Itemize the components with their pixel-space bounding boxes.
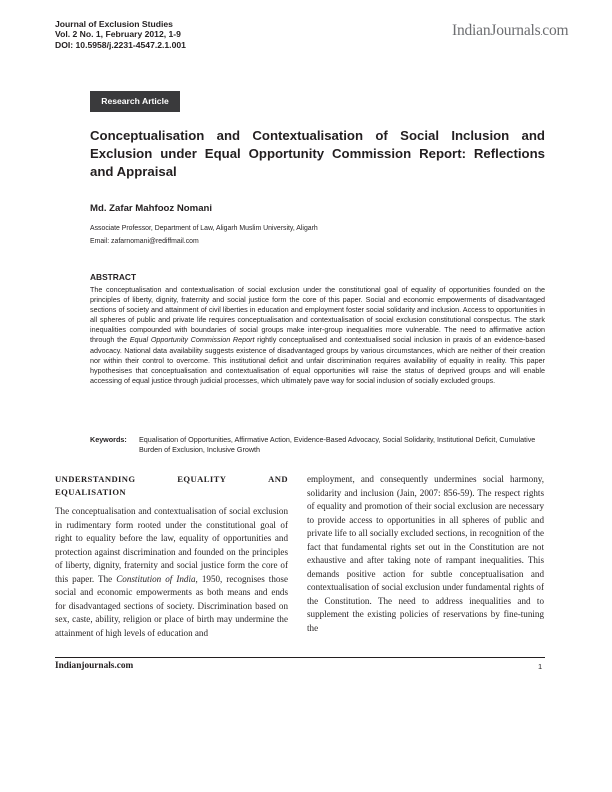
page-number: 1 — [538, 662, 543, 671]
journal-header — [55, 19, 186, 50]
author-email: Email: zafarnomani@rediffmail.com — [90, 238, 199, 245]
section-heading — [55, 473, 288, 498]
logo-text-b: com — [542, 22, 569, 39]
col1-text-italic: Constitution of India — [116, 573, 196, 584]
publisher-logo — [452, 22, 568, 40]
col1-text-a: The conceptualisation and contextualisation of social exclusion in rudimentary form rooted under the constitutional goal of right to equality before the law, equality of opportunities and protection against discrimination and founded on the principles of liberty, dignity, fraternity and social justice form the core of this paper. The — [55, 506, 288, 584]
abstract-text-1: The conceptualisation and contextualisation of social exclusion under the constitutional goal of equality of opportunities founded on the principles of liberty, dignity, fraternity and social justice form the core of this paper. Social and economic empowerments of disadvantaged sections of society and attainment of civil liberties in education and employment foster social solidarity and inclusion. Access to opportunities in all spheres of public and private life requires conceptualisation and contextualisation of social exclusion constitutional conspectus. The stark inequalities compounded with boundaries of social groups make inter-group inequalities more vulnerable. The need to affirmative action through the — [90, 285, 545, 345]
section-heading-word-2: EQUALITY — [177, 474, 227, 484]
article-type-badge: Research Article — [90, 91, 180, 112]
col1-text-b: , 1950, recognises those social and economic empowerments as both means and ends for disadvantaged sections of society. Discrimination based on sex, caste, ability, religion or place of birth may undermine the attainment of high levels of education and — [55, 573, 288, 638]
abstract-text-italic: Equal Opportunity Commission Report — [129, 335, 255, 345]
footer-rule — [55, 657, 545, 658]
keywords-label: Keywords: — [90, 435, 127, 444]
section-heading-word-1: UNDERSTANDING — [55, 474, 136, 484]
journal-name: Journal of Exclusion Studies — [55, 19, 173, 29]
section-heading-word-3: AND — [268, 474, 288, 484]
author-name: Md. Zafar Mahfooz Nomani — [90, 203, 213, 214]
abstract-text-2: rightly conceptualised and contextualised social inclusion in praxis of an evidence-based advocacy. National data availability suggests existence of disadvantaged groups by various circumstances, which are neither of their creation nor within their control to overcome. This institutional deficit and unfair discrimination requires availability of equality in reality. This paper hypothesises that conceptualisation and contextualisation of equal opportunities will raise the status of deprived groups and will enable accessing of equal justice through judicial processes, which ultimately pave way for social inclusion of socially excluded groups. — [90, 335, 545, 385]
footer-site: Indianjournals.com — [55, 661, 134, 671]
body-column-left — [55, 505, 288, 640]
body-column-right: employment, and consequently undermines social harmony, solidarity and inclusion (Jain, 2007: 856-59). The respect rights of equality and promotion of their social exclusion are necessary to provide access to opportunities in all spheres of public and private life to all socially excluded sections, in recognition of the fact that fundamental rights set out in the Constitution are not exhaustive and after taking note of rampant inequalities. This demands positive action for subtle conceptualisation and contextualisation of social exclusion under fundamental rights of the Constitution. The need to address inequalities and to supplement the existing policies of reservations by fine-tuning the — [307, 474, 544, 634]
keywords — [90, 435, 545, 455]
journal-doi: DOI: 10.5958/j.2231-4547.2.1.001 — [55, 39, 186, 50]
keywords-text: Equalisation of Opportunities, Affirmative Action, Evidence-Based Advocacy, Social Solidarity, Institutional Deficit, Cumulative Burden of Exclusion, Inclusive Growth — [139, 435, 536, 455]
abstract-heading: ABSTRACT — [90, 272, 137, 282]
journal-volume: Vol. 2 No. 1, February 2012, 1-9 — [55, 29, 181, 40]
article-title: Conceptualisation and Contextualisation of Social Inclusion and Exclusion under Equal Opportunity Commission Report: Reflections and Appraisal — [90, 128, 545, 180]
author-affiliation: Associate Professor, Department of Law, Aligarh Muslim University, Aligarh — [90, 225, 318, 232]
abstract-body — [90, 285, 545, 386]
section-heading-line-2: EQUALISATION — [55, 486, 127, 497]
logo-text-a: IndianJournals — [452, 22, 541, 39]
logo-dot: . — [540, 28, 543, 37]
